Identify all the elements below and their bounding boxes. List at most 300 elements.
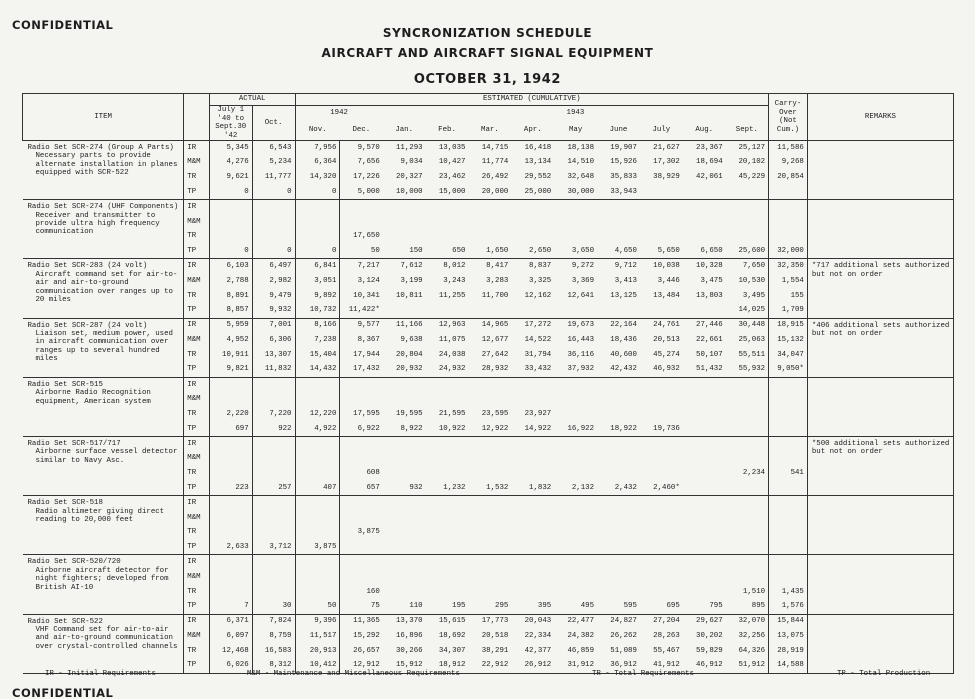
value-cell: 495 — [580, 602, 595, 611]
value-cell — [209, 584, 252, 599]
value-cell: 51,432 — [696, 365, 723, 374]
value-cell — [726, 555, 769, 570]
value-cell — [683, 570, 726, 585]
value-cell: 11,777 — [252, 170, 295, 185]
carry-over-cell: 1,709 — [769, 303, 808, 318]
value-cell: 17,773 — [468, 614, 511, 629]
legend-ir: IR - Initial Requirements — [45, 670, 156, 678]
value-cell: 22,477 — [554, 614, 597, 629]
requirement-code: TP — [184, 422, 210, 437]
value-cell: 22,661 — [696, 336, 723, 344]
value-cell — [683, 584, 726, 599]
value-cell — [252, 555, 295, 570]
value-cell — [468, 570, 511, 585]
remarks-cell — [807, 200, 953, 259]
value-cell — [726, 392, 769, 407]
value-cell: 595 — [623, 602, 637, 611]
value-cell — [597, 407, 640, 422]
value-cell — [597, 451, 640, 466]
value-cell — [640, 392, 683, 407]
carry-over-cell: 18,915 — [769, 318, 808, 333]
requirement-code: TR — [184, 466, 210, 481]
remarks-cell: *717 additional sets authorized but not on order — [807, 259, 953, 318]
confidential-marking-top: CONFIDENTIAL — [12, 18, 114, 32]
carry-over-cell — [769, 555, 808, 570]
value-cell — [554, 555, 597, 570]
value-cell: 42,377 — [524, 646, 552, 655]
value-cell: 14,025 — [738, 306, 766, 315]
value-cell — [468, 525, 511, 540]
value-cell: 17,226 — [353, 173, 380, 182]
item-detail: Receiver and transmitter to provide ultra high frequency communication — [35, 211, 160, 237]
value-cell: 7,217 — [340, 259, 383, 274]
value-cell: 14,432 — [295, 362, 340, 377]
value-cell: 26,492 — [481, 173, 509, 182]
value-cell: 3,325 — [529, 276, 552, 285]
value-cell — [252, 525, 295, 540]
value-cell: 13,484 — [653, 291, 680, 300]
value-cell: 10,911 — [209, 348, 252, 363]
value-cell: 16,443 — [567, 336, 595, 344]
item-description — [23, 200, 184, 259]
carry-over-cell: 20,854 — [769, 170, 808, 185]
value-cell: 697 — [209, 422, 252, 437]
value-cell — [640, 584, 683, 599]
requirement-code: IR — [184, 200, 210, 215]
value-cell — [726, 496, 769, 511]
value-cell — [597, 466, 640, 481]
value-cell: 5,959 — [209, 318, 252, 333]
requirement-code: M&M — [184, 214, 210, 229]
value-cell — [295, 436, 340, 451]
requirement-code: IR — [184, 141, 210, 156]
value-cell — [295, 510, 340, 525]
value-cell: 20,102 — [738, 158, 766, 167]
value-cell — [511, 214, 554, 229]
value-cell — [209, 214, 252, 229]
value-cell: 40,600 — [610, 350, 637, 359]
value-cell — [554, 466, 597, 481]
requirement-code: TR — [184, 229, 210, 244]
value-cell — [295, 496, 340, 511]
value-cell — [340, 540, 383, 555]
value-cell — [252, 392, 295, 407]
value-cell: 257 — [252, 481, 295, 496]
value-cell — [426, 570, 469, 585]
value-cell — [640, 200, 683, 215]
value-cell: 50 — [295, 599, 340, 614]
value-cell: 5,234 — [252, 155, 295, 170]
value-cell: 9,821 — [209, 362, 252, 377]
value-cell — [511, 555, 554, 570]
value-cell — [726, 570, 769, 585]
value-cell: 16,583 — [252, 644, 295, 659]
value-cell: 31,794 — [524, 350, 552, 359]
value-cell: 12,641 — [567, 291, 595, 300]
value-cell: 45,274 — [653, 350, 680, 359]
value-cell — [468, 214, 511, 229]
item-description — [23, 141, 184, 200]
carry-over-cell — [769, 496, 808, 511]
value-cell: 10,427 — [438, 158, 466, 167]
value-cell — [209, 510, 252, 525]
carry-over-cell: 9,268 — [769, 155, 808, 170]
actual-header: ACTUAL — [209, 94, 295, 106]
value-cell: 10,328 — [683, 259, 726, 274]
value-cell — [640, 303, 683, 318]
value-cell — [554, 496, 597, 511]
value-cell: 295 — [495, 602, 509, 611]
value-cell: 13,125 — [610, 291, 637, 300]
requirement-code: M&M — [184, 333, 210, 348]
value-cell — [640, 496, 683, 511]
value-cell: 27,642 — [481, 350, 509, 359]
value-cell: 6,650 — [700, 246, 723, 255]
value-cell — [554, 570, 597, 585]
value-cell: 0 — [295, 244, 340, 259]
value-cell — [295, 392, 340, 407]
value-cell: 6,922 — [357, 424, 380, 433]
requirement-code: TP — [184, 362, 210, 377]
item-name: Radio Set SCR-274 (Group A Parts) — [27, 144, 174, 152]
table-row — [23, 614, 954, 629]
value-cell: 223 — [209, 481, 252, 496]
value-cell: 4,952 — [209, 333, 252, 348]
value-cell — [640, 525, 683, 540]
item-description — [23, 377, 184, 436]
carry-over-cell — [769, 570, 808, 585]
value-cell: 9,892 — [295, 288, 340, 303]
requirement-code: IR — [184, 555, 210, 570]
value-cell — [252, 570, 295, 585]
value-cell: 13,134 — [524, 158, 552, 167]
value-cell: 23,595 — [481, 409, 509, 418]
value-cell: 64,326 — [738, 646, 766, 655]
value-cell: 8,857 — [209, 303, 252, 318]
value-cell: 14,965 — [468, 318, 511, 333]
value-cell — [511, 229, 554, 244]
value-cell — [209, 525, 252, 540]
table-row — [23, 200, 954, 215]
value-cell — [209, 466, 252, 481]
value-cell — [554, 392, 597, 407]
value-cell — [683, 303, 726, 318]
carry-over-header: Carry-Over (Not Cum.) — [769, 94, 808, 141]
value-cell — [597, 214, 640, 229]
value-cell — [640, 407, 683, 422]
item-detail: Airborne Radio Recognition equipment, American system — [35, 389, 151, 406]
value-cell: 51,912 — [726, 658, 769, 673]
value-cell: 0 — [252, 185, 295, 200]
value-cell: 30 — [252, 599, 295, 614]
value-cell — [252, 496, 295, 511]
value-cell — [426, 525, 469, 540]
value-cell: 3,199 — [400, 276, 423, 285]
remarks-cell — [807, 496, 953, 555]
value-cell: 9,577 — [340, 318, 383, 333]
value-cell: 895 — [751, 602, 766, 611]
value-cell — [554, 525, 597, 540]
value-cell: 407 — [295, 481, 340, 496]
value-cell: 3,243 — [443, 276, 466, 285]
value-cell: 10,341 — [353, 291, 380, 300]
requirement-code: TP — [184, 599, 210, 614]
value-cell — [426, 303, 469, 318]
value-cell: 11,774 — [481, 158, 509, 167]
value-cell — [554, 229, 597, 244]
carry-over-cell: 34,047 — [769, 348, 808, 363]
value-cell — [597, 570, 640, 585]
value-cell: 8,891 — [209, 288, 252, 303]
value-cell: 10,732 — [295, 303, 340, 318]
item-name: Radio Set SCR-518 — [27, 499, 103, 508]
value-cell — [383, 436, 426, 451]
value-cell — [209, 570, 252, 585]
value-cell: 10,038 — [640, 259, 683, 274]
value-cell — [726, 451, 769, 466]
carry-over-cell — [769, 407, 808, 422]
value-cell — [383, 229, 426, 244]
value-cell: 26,657 — [353, 646, 380, 655]
value-cell: 9,479 — [252, 288, 295, 303]
value-cell: 17,595 — [353, 409, 380, 418]
carry-over-cell — [769, 525, 808, 540]
value-cell: 922 — [252, 422, 295, 437]
value-cell: 7,220 — [252, 407, 295, 422]
carry-over-cell: 9,050* — [769, 362, 808, 377]
value-cell — [640, 555, 683, 570]
value-cell: 9,621 — [209, 170, 252, 185]
value-cell — [511, 303, 554, 318]
value-cell — [554, 436, 597, 451]
carry-over-cell — [769, 200, 808, 215]
value-cell: 650 — [452, 246, 466, 255]
requirement-code: TR — [184, 348, 210, 363]
value-cell — [468, 555, 511, 570]
item-name: Radio Set SCR-517/717 — [27, 439, 121, 448]
value-cell: 110 — [409, 602, 423, 611]
value-cell — [640, 466, 683, 481]
value-cell: 8,837 — [511, 259, 554, 274]
value-cell: 34,307 — [438, 646, 466, 655]
item-description — [23, 496, 184, 555]
item-name: Radio Set SCR-522 — [27, 617, 103, 626]
value-cell: 12,468 — [209, 644, 252, 659]
value-cell: 0 — [252, 244, 295, 259]
value-cell — [252, 377, 295, 392]
item-name: Radio Set SCR-283 (24 volt) — [27, 262, 148, 271]
value-cell: 20,043 — [511, 614, 554, 629]
value-cell — [383, 570, 426, 585]
carry-over-cell: 32,000 — [769, 244, 808, 259]
item-detail: Liaison set, medium power, used in aircraft communication over ranges up to several hundred miles — [35, 329, 173, 364]
requirement-code: TP — [184, 303, 210, 318]
requirement-code: TR — [184, 644, 210, 659]
value-cell — [426, 510, 469, 525]
value-cell: 15,000 — [438, 187, 466, 196]
value-cell — [554, 510, 597, 525]
value-cell: 932 — [409, 483, 423, 492]
value-cell: 5,345 — [209, 141, 252, 156]
value-cell: 8,417 — [468, 259, 511, 274]
value-cell — [683, 200, 726, 215]
value-cell: 20,327 — [396, 173, 423, 182]
value-cell: 51,089 — [610, 646, 637, 655]
value-cell — [726, 200, 769, 215]
value-cell: 3,495 — [742, 291, 766, 300]
value-cell — [468, 584, 511, 599]
value-cell: 657 — [366, 483, 380, 492]
value-cell: 42,061 — [696, 173, 723, 182]
value-cell — [597, 584, 640, 599]
value-cell: 6,543 — [252, 141, 295, 156]
value-cell: 2,132 — [571, 483, 595, 492]
value-cell: 2,220 — [209, 407, 252, 422]
value-cell — [468, 466, 511, 481]
value-cell — [340, 392, 383, 407]
value-cell — [726, 407, 769, 422]
value-cell: 6,497 — [252, 259, 295, 274]
value-cell: 18,138 — [554, 141, 597, 156]
carry-over-cell: 14,588 — [769, 658, 808, 673]
value-cell: 18,436 — [610, 336, 637, 344]
month-header: June — [597, 121, 640, 141]
month-header: Jan. — [383, 121, 426, 141]
value-cell: 2,460* — [653, 483, 680, 492]
item-column-header: ITEM — [23, 94, 184, 141]
value-cell — [683, 466, 726, 481]
value-cell: 4,922 — [295, 422, 340, 437]
value-cell — [295, 214, 340, 229]
requirement-code: M&M — [184, 451, 210, 466]
item-detail: Airborne aircraft detector for night fighters; developed from British AI-10 — [35, 566, 169, 592]
value-cell — [340, 377, 383, 392]
month-header: Sept. — [726, 121, 769, 141]
value-cell — [683, 496, 726, 511]
month-header: July — [640, 121, 683, 141]
value-cell — [511, 510, 554, 525]
value-cell: 7,824 — [252, 614, 295, 629]
month-header: Feb. — [426, 121, 469, 141]
value-cell — [597, 377, 640, 392]
value-cell: 11,832 — [252, 362, 295, 377]
value-cell — [426, 540, 469, 555]
value-cell — [511, 392, 554, 407]
value-cell: 32,648 — [567, 173, 595, 182]
requirement-code: TP — [184, 481, 210, 496]
value-cell — [597, 510, 640, 525]
value-cell: 24,932 — [438, 365, 466, 374]
value-cell: 20,913 — [295, 644, 340, 659]
value-cell: 4,650 — [614, 246, 637, 255]
value-cell: 20,518 — [481, 631, 509, 640]
value-cell: 75 — [370, 602, 380, 611]
requirement-code: TR — [184, 584, 210, 599]
value-cell — [726, 214, 769, 229]
value-cell: 50 — [370, 246, 380, 255]
requirement-code: TP — [184, 658, 210, 673]
value-cell: 1,532 — [486, 483, 509, 492]
value-cell — [426, 392, 469, 407]
value-cell — [426, 377, 469, 392]
value-cell: 10,811 — [396, 291, 423, 300]
value-cell: 33,943 — [610, 187, 637, 196]
item-name: Radio Set SCR-274 (UHF Components) — [27, 203, 179, 212]
value-cell — [640, 570, 683, 585]
value-cell — [209, 392, 252, 407]
value-cell: 30,202 — [696, 631, 723, 640]
value-cell: 6,364 — [295, 155, 340, 170]
remarks-header: REMARKS — [807, 94, 953, 141]
value-cell — [468, 451, 511, 466]
value-cell: 12,677 — [481, 336, 509, 344]
value-cell: 35,833 — [610, 173, 637, 182]
value-cell: 13,307 — [252, 348, 295, 363]
value-cell: 0 — [295, 185, 340, 200]
value-cell: 3,124 — [357, 276, 380, 285]
value-cell: 3,875 — [357, 528, 380, 537]
value-cell — [340, 496, 383, 511]
value-cell: 0 — [209, 244, 252, 259]
value-cell: 50,107 — [696, 350, 723, 359]
value-cell — [511, 496, 554, 511]
table-row — [23, 259, 954, 274]
value-cell: 25,127 — [726, 141, 769, 156]
value-cell: 14,510 — [567, 158, 595, 167]
table-row — [23, 318, 954, 333]
value-cell — [340, 214, 383, 229]
value-cell: 19,673 — [554, 318, 597, 333]
value-cell: 695 — [666, 602, 680, 611]
value-cell — [468, 303, 511, 318]
value-cell — [383, 555, 426, 570]
value-cell: 8,759 — [252, 629, 295, 644]
value-cell: 25,063 — [738, 336, 766, 344]
value-cell: 12,162 — [524, 291, 552, 300]
value-cell: 608 — [366, 469, 380, 478]
carry-over-cell: 1,576 — [769, 599, 808, 614]
value-cell — [468, 200, 511, 215]
value-cell: 23,927 — [524, 409, 552, 418]
year-1943-header: 1943 — [383, 106, 769, 121]
value-cell: 3,283 — [486, 276, 509, 285]
value-cell — [683, 481, 726, 496]
value-cell — [511, 377, 554, 392]
value-cell: 33,432 — [524, 365, 552, 374]
value-cell — [383, 451, 426, 466]
value-cell — [683, 214, 726, 229]
value-cell: 8,012 — [426, 259, 469, 274]
month-header: Oct. — [252, 106, 295, 141]
value-cell: 4,276 — [209, 155, 252, 170]
value-cell: 19,736 — [653, 424, 680, 433]
code-column-header — [184, 94, 210, 141]
value-cell: 6,097 — [209, 629, 252, 644]
item-detail: Aircraft command set for air-to-air and air-to-ground communication over ranges up to 20 miles — [35, 270, 178, 304]
value-cell — [640, 214, 683, 229]
value-cell — [511, 200, 554, 215]
value-cell — [468, 392, 511, 407]
value-cell: 20,513 — [653, 336, 680, 344]
value-cell: 21,595 — [438, 409, 466, 418]
requirement-code: M&M — [184, 155, 210, 170]
value-cell: 12,220 — [295, 407, 340, 422]
value-cell — [383, 584, 426, 599]
value-cell: 17,272 — [511, 318, 554, 333]
value-cell: 24,827 — [597, 614, 640, 629]
value-cell: 27,204 — [640, 614, 683, 629]
value-cell: 7,612 — [383, 259, 426, 274]
